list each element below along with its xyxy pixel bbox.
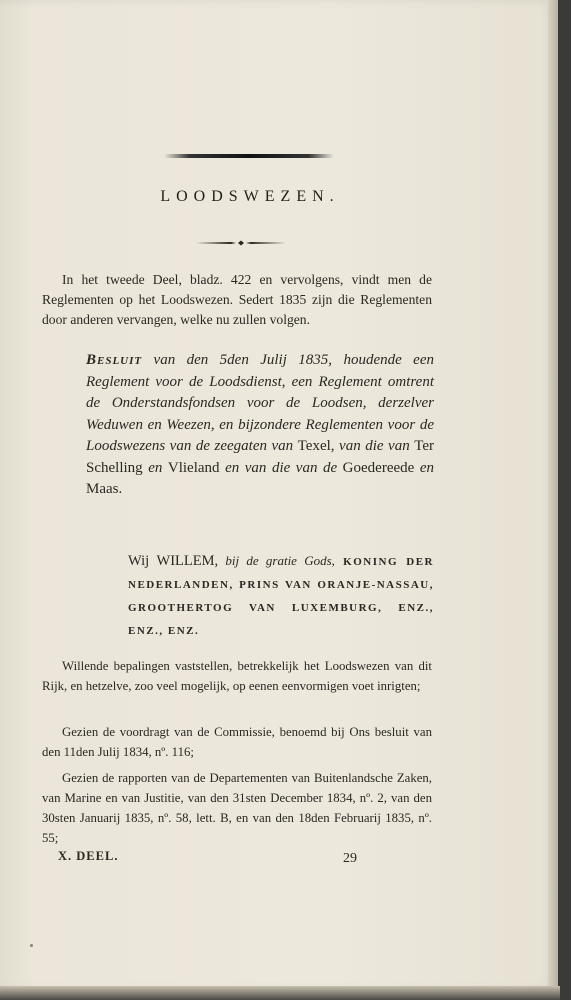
paragraph [42, 768, 432, 848]
volume-signature: X. DEEL. [58, 849, 119, 863]
besluit-fragment: Vlieland [167, 459, 220, 476]
page-bottom-edge [0, 986, 560, 1000]
decorative-rule [164, 154, 334, 158]
preamble-lead: Wij WILLEM, [128, 553, 219, 569]
besluit-lead: Besluit [86, 352, 143, 368]
paragraph [42, 656, 432, 696]
besluit-fragment: Texel [297, 438, 331, 454]
page-title: LOODSWEZEN. [160, 188, 340, 205]
preamble-italic: bij de gratie Gods, [218, 553, 335, 568]
besluit-fragment: en [414, 459, 434, 476]
intro-paragraph [42, 270, 432, 330]
besluit-fragment: en van die van de [219, 459, 343, 476]
royal-preamble [128, 550, 434, 642]
paragraph-text: Gezien de voordragt van de Commissie, benoemd bij Ons besluit van den 11den Julij 1834, nº. 116; [42, 725, 432, 759]
besluit-fragment: Ter Schelling [86, 438, 434, 476]
besluit-fragment: van den 5den Julij 1835, houdende een Reglement voor de Loodsdienst, een Reglement omtrent de Onderstandsfondsen voor de Loodsen, derzelver Weduwen en Weezen, en bijzondere Reglementen voor de Loodswezens van de zeegaten van [86, 352, 434, 454]
besluit-fragment: , van die van [330, 438, 415, 454]
paragraph [42, 722, 432, 762]
paragraph-text: Gezien de rapporten van de Departementen van Buitenlandsche Zaken, van Marine en van Justitie, van den 31sten December 1834, nº. 2, van den 30sten Januarij 1835, nº. 58, lett. B, en van den 18den Februarij 1835, nº. 55; [42, 771, 432, 845]
preamble-titles: KONING DER NEDERLANDEN, PRINS VAN ORANJE-NASSAU, GROOTHERTOG VAN LUXEMBURG, ENZ., ENZ., ENZ. [128, 556, 434, 637]
ornament-divider [196, 240, 286, 246]
paper-speck [30, 944, 33, 947]
besluit-fragment: Goedereede [342, 459, 415, 476]
paragraph-text: Willende bepalingen vaststellen, betrekkelijk het Loodswezen van dit Rijk, en hetzelve, zoo veel mogelijk, op eenen eenvormigen voet inrigten; [42, 659, 432, 693]
page-edge [548, 0, 558, 990]
besluit-fragment: Maas. [86, 481, 123, 497]
besluit-body [86, 352, 434, 497]
besluit-heading [86, 350, 434, 501]
intro-text: In het tweede Deel, bladz. 422 en vervolgens, vindt men de Reglementen op het Loodswezen. Sedert 1835 zijn die Reglementen door anderen vervangen, welke nu zullen volgen. [42, 272, 432, 327]
besluit-fragment: en [142, 459, 168, 476]
page-number: 29 [343, 851, 357, 866]
